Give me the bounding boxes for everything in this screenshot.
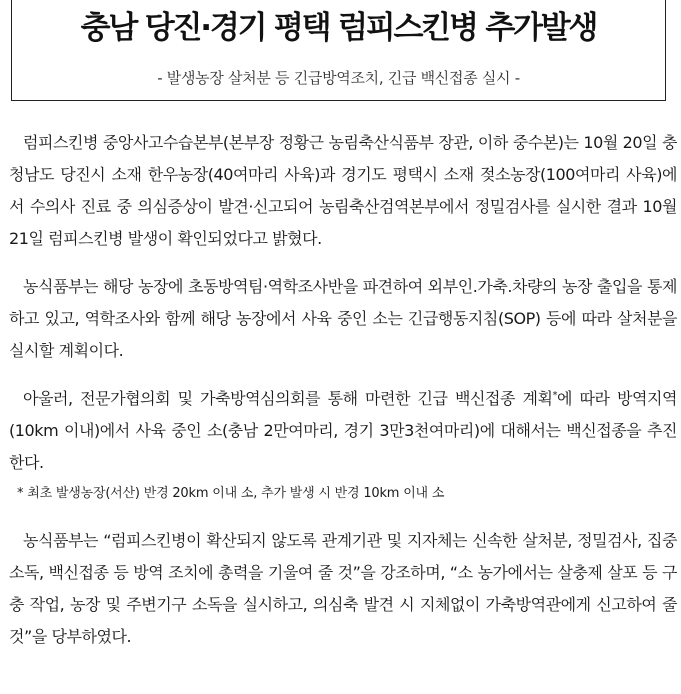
title-box <box>11 0 666 101</box>
footnote: * 최초 발생농장(서산) 반경 20km 이내 소, 추가 발생 시 반경 10km 이내 소 <box>17 486 445 501</box>
vaccination-text-after: 에 따라 방역지역(10km 이내)에서 사육 중인 소(충남 2만여마리, 경기 3만3천여마리)에 대해서는 백신접종을 추진한다. <box>9 389 677 472</box>
page-title: 충남 당진·경기 평택 럼피스킨병 추가발생 <box>80 10 597 46</box>
vaccination-text-before: 아울러, 전문가협의회 및 가축방역심의회를 통해 마련한 긴급 백신접종 계획 <box>23 389 553 408</box>
paragraph-vaccination-plan <box>9 383 677 479</box>
paragraph-ministry-request: 농식품부는 “럼피스킨병이 확산되지 않도록 관계기관 및 지자체는 신속한 살처분, 정밀검사, 집중소독, 백신접종 등 방역 조치에 총력을 기울여 줄 것”을 강조하며, “소 농가에서는 살충제 살포 등 구충 작업, 농장 및 주변기구 소독을 실시하고, 의심축 발견 시 지체없이 가축방역관에게 신고하여 줄 것”을 당부하였다. <box>9 531 677 646</box>
document-body <box>9 127 677 653</box>
footnote-marker: * <box>552 390 558 401</box>
paragraph-outbreak-confirmation: 럼피스킨병 중앙사고수습본부(본부장 정황근 농림축산식품부 장관, 이하 중수본)는 10월 20일 충청남도 당진시 소재 한우농장(40여마리 사육)과 경기도 평택시 소재 젖소농장(100여마리 사육)에서 수의사 진료 중 의심증상이 발견·신고되어 농림축산검역본부에서 정밀검사를 실시한 결과 10월 21일 럼피스킨병 발생이 확인되었다고 밝혔다. <box>9 133 677 248</box>
paragraph-quarantine-measures: 농식품부는 해당 농장에 초동방역팀·역학조사반을 파견하여 외부인.가축.차량의 농장 출입을 통제하고 있고, 역학조사와 함께 해당 농장에서 사육 중인 소는 긴급행동지침(SOP) 등에 따라 살처분을 실시할 계획이다. <box>9 277 677 360</box>
page-subtitle: - 발생농장 살처분 등 긴급방역조치, 긴급 백신접종 실시 - <box>157 69 520 87</box>
